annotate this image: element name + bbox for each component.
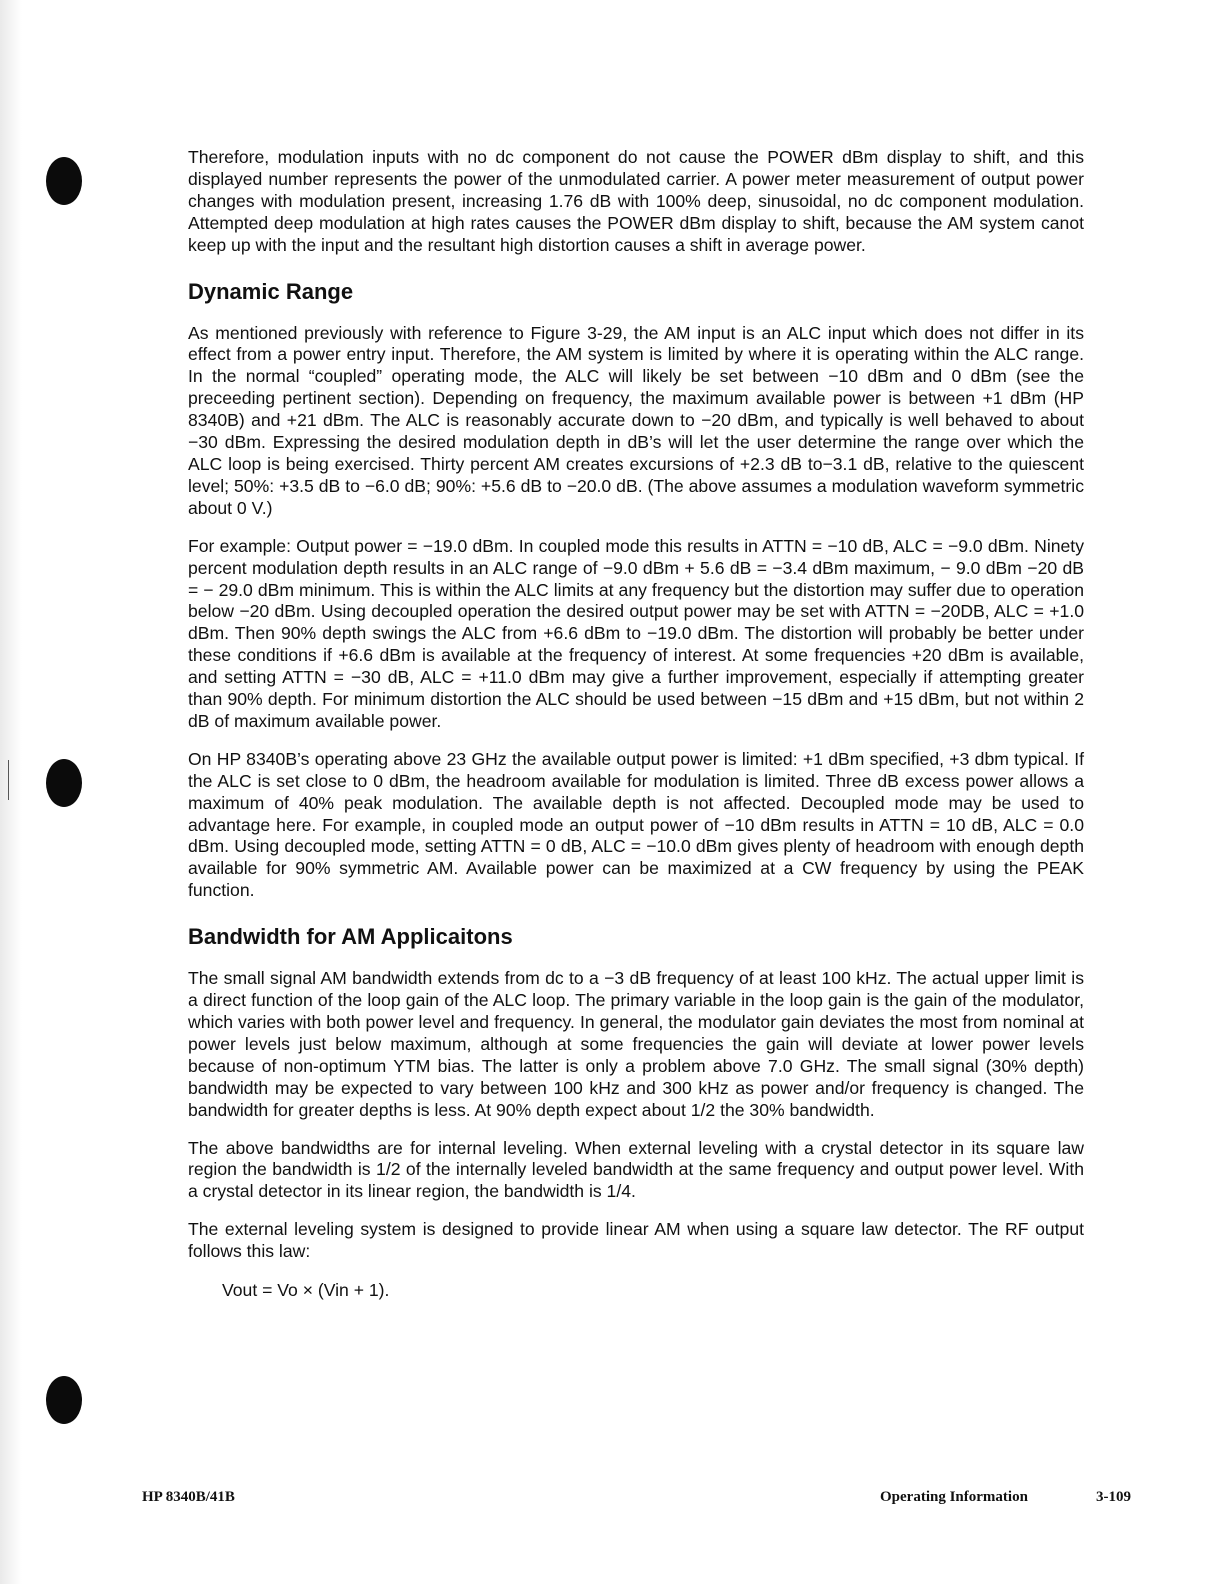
paragraph-dynamic-range-3: On HP 8340B’s operating above 23 GHz the available output power is limited: +1 dBm specified, +3 dbm typical. If the ALC is set close to 0 dBm, the headroom available for modulation is limited. Three dB excess power allows a maximum of 40% peak modulation. The available depth is not affected. Decoupled mode may be used to advantage here. For example, in coupled mode an output power of −10 dBm results in ATTN = 10 dB, ALC = 0.0 dBm. Using decoupled mode, setting ATTN = 0 dB, ALC = −10.0 dBm gives plenty of headroom with enough depth available for 90% symmetric AM. Available power can be maximized at a CW frequency by using the PEAK function. [188, 748, 1084, 901]
footer-section-title: Operating Information [880, 1489, 1028, 1505]
paragraph-bandwidth-1: The small signal AM bandwidth extends from dc to a −3 dB frequency of at least 100 kHz. The actual upper limit is a direct function of the loop gain of the ALC loop. The primary variable in the loop gain is the gain of the modulator, which varies with both power level and frequency. In general, the modulator gain deviates the most from nominal at power levels just below maximum, although at some frequencies the gain will deviate at lower power levels because of non-optimum YTM bias. The latter is only a problem above 7.0 GHz. The small signal (30% depth) bandwidth may be expected to vary between 100 kHz and 300 kHz as power and/or frequency is changed. The bandwidth for greater depths is less. At 90% depth expect about 1/2 the 30% bandwidth. [188, 968, 1084, 1120]
paragraph-dynamic-range-2: For example: Output power = −19.0 dBm. In coupled mode this results in ATTN = −10 dB, ALC = −9.0 dBm. Ninety percent modulation depth results in an ALC range of −9.0 dBm + 5.6 dB = −3.4 dBm maximum, − 9.0 dBm −20 dB = − 29.0 dBm minimum. This is within the ALC limits at any frequency but the distortion may suffer due to operation below −20 dBm. Using decoupled operation the desired output power may be set with ATTN = −20DB, ALC = +1.0 dBm. Then 90% depth swings the ALC from +6.6 dBm to −19.0 dBm. The distortion will probably be better under these conditions if +6.6 dBm is available at the frequency of interest. At some frequencies +20 dBm is available, and setting ATTN = −30 dB, ALC = +11.0 dBm may give a further improvement, especially if attempting greater than 90% depth. For minimum distortion the ALC should be used between −15 dBm and +15 dBm, but not within 2 dB of maximum available power. [188, 535, 1084, 731]
punch-hole [46, 157, 82, 205]
binding-edge [0, 0, 22, 1584]
paragraph-bandwidth-3: The external leveling system is designed to provide linear AM when using a square law detector. The RF output follows this law: [188, 1219, 1084, 1262]
punch-hole [46, 1376, 82, 1424]
heading-bandwidth: Bandwidth for AM Applicaitons [188, 924, 513, 950]
punch-hole [46, 759, 82, 807]
page-body [188, 147, 1084, 1301]
footer-model: HP 8340B/41B [142, 1489, 235, 1505]
paragraph-intro: Therefore, modulation inputs with no dc component do not cause the POWER dBm display to shift, and this displayed number represents the power of the unmodulated carrier. A power meter measurement of output power changes with modulation present, increasing 1.76 dB with 100% deep, sinusoidal, no dc component modulation. Attempted deep modulation at high rates causes the POWER dBm display to shift, because the AM system canot keep up with the input and the resultant high distortion causes a shift in average power. [188, 147, 1084, 255]
heading-dynamic-range: Dynamic Range [188, 278, 354, 304]
equation: Vout = Vo × (Vin + 1). [222, 1280, 390, 1301]
margin-mark [8, 760, 9, 800]
paragraph-bandwidth-2: The above bandwidths are for internal leveling. When external leveling with a crystal detector in its square law region the bandwidth is 1/2 of the internally leveled bandwidth at the same frequency and output power level. With a crystal detector in its linear region, the bandwidth is 1/4. [188, 1137, 1084, 1202]
paragraph-dynamic-range-1: As mentioned previously with reference to Figure 3-29, the AM input is an ALC input which does not differ in its effect from a power entry input. Therefore, the AM system is limited by where it is operating within the ALC range. In the normal “coupled” operating mode, the ALC will likely be set between −10 dBm and 0 dBm (see the preceeding pertinent section). Depending on frequency, the maximum available power is between +1 dBm (HP 8340B) and +21 dBm. The ALC is reasonably accurate down to −20 dBm, and typically is well behaved to about −30 dBm. Expressing the desired modulation depth in dB’s will let the user determine the range over which the ALC loop is being exercised. Thirty percent AM creates excursions of +2.3 dB to−3.1 dB, relative to the quiescent level; 50%: +3.5 dB to −6.0 dB; 90%: +5.6 dB to −20.0 dB. (The above assumes a modulation waveform symmetric about 0 V.) [188, 322, 1084, 518]
page-number: 3-109 [1096, 1489, 1131, 1505]
